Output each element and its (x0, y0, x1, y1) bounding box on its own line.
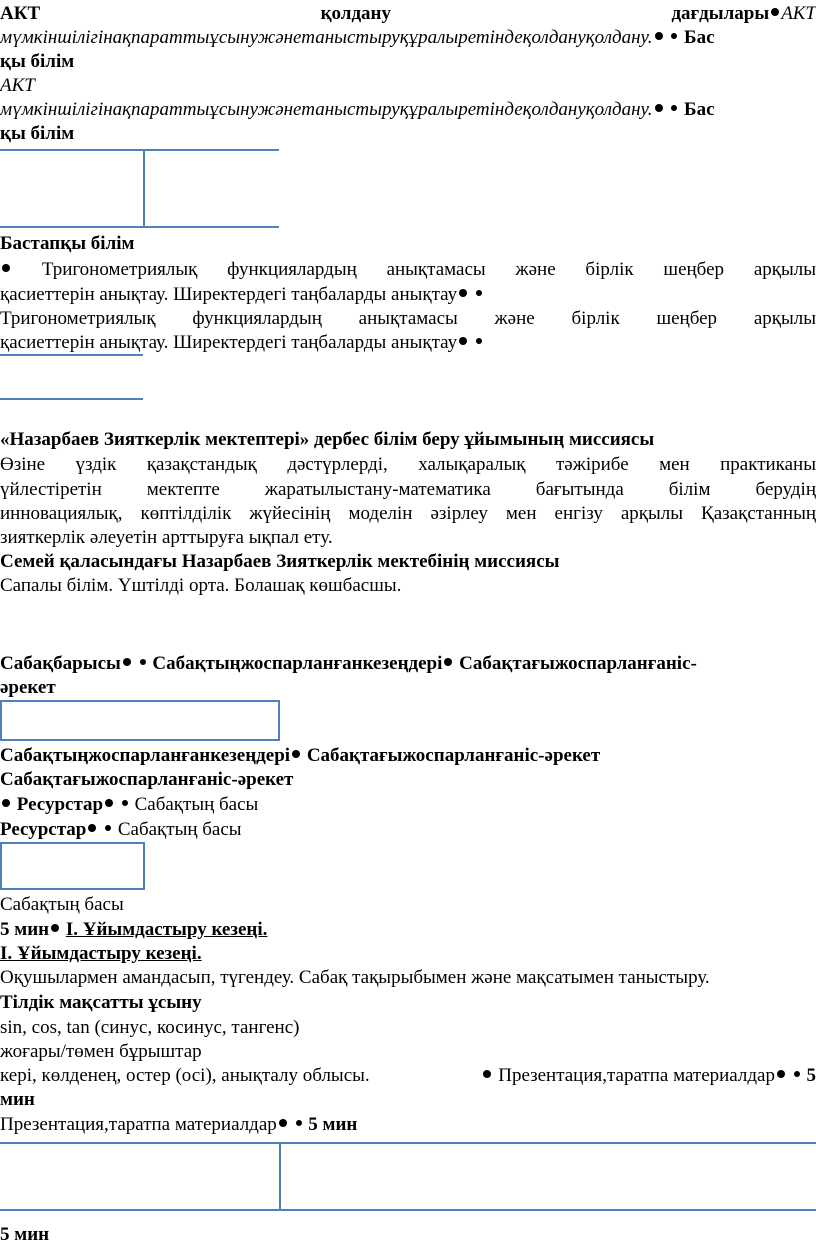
greeting-text: Оқушылармен амандасып, түгендеу. Сабақ тақырыбымен және мақсатымен таныстыру. (0, 967, 710, 988)
table-border (0, 354, 143, 356)
trig-text-1: Тригонометриялық функциялардың анықтамасы және бірлік шеңбер арқылы (41, 259, 816, 280)
lesson-heading-2 (0, 744, 816, 768)
minutes-2: 5 (806, 1065, 816, 1086)
akt-italic-2: АКТ (0, 75, 35, 96)
lesson-h2a: Сабақтыңжоспарланғанкезеңдері (0, 745, 291, 766)
bastapqy-heading: Бастапқы білім (0, 233, 135, 254)
table-border (0, 398, 143, 400)
stage-line-1 (0, 918, 816, 942)
vocab-line-1: sin, cos, tan (синус, косинус, тангенс) (0, 1017, 300, 1038)
lesson-heading-1 (0, 652, 816, 676)
mission-p1: Өзіне үздік қазақстандық дәстүрлерді, халықаралық тәжірибе мен практиканы (0, 454, 816, 475)
bullet-icon (122, 800, 128, 806)
table-border (0, 1209, 816, 1211)
lesson-start-1: Сабақтың басы (134, 794, 259, 815)
stage-title-1: I. Ұйымдастыру кезеңі. (65, 919, 268, 940)
italic-line-2 (0, 98, 816, 122)
resources-label-1: Ресурстар (16, 794, 104, 815)
bullet-icon (794, 1071, 800, 1077)
bullet-icon (771, 8, 779, 16)
bullet-icon (105, 799, 113, 807)
vocab-line-3 (0, 1064, 816, 1088)
bullet-icon (655, 104, 663, 112)
trig-line-2 (0, 283, 816, 307)
semey-heading: Семей қаласындағы Назарбаев Зияткерлік мектебінің миссиясы (0, 551, 560, 572)
mission-p3: инновациялық, көптілділік жүйесінің моделін әзірлеу мен енгізу арқылы Қазақстанның (0, 503, 816, 524)
title-akt: АКТ (0, 3, 41, 24)
bullet-icon (483, 1070, 491, 1078)
bullet-icon (51, 924, 59, 932)
title-line (0, 2, 816, 26)
mission-heading: «Назарбаев Зияткерлік мектептері» дербес білім беру ұйымының миссиясы (0, 429, 655, 450)
lesson-start-2: Сабақтың басы (117, 819, 242, 840)
bullet-icon (140, 659, 146, 665)
lesson-h2b: Сабақтағыжоспарланғаніс-әрекет (306, 745, 601, 766)
lesson-start-3: Сабақтың басы (0, 894, 124, 915)
resources-line-1 (0, 793, 816, 817)
trig-line-4 (0, 331, 816, 355)
semey-text: Сапалы білім. Үштілді орта. Болашақ көшбасшы. (0, 575, 402, 596)
bullet-icon (105, 825, 111, 831)
bullet-icon (777, 1070, 785, 1078)
table-border (0, 1142, 816, 1144)
mission-p4: зияткерлік әлеуетін арттыруға ықпал ету. (0, 527, 333, 548)
bullet-icon (476, 290, 482, 296)
resources-line-2 (0, 818, 816, 842)
qy-bilim-1: қы білім (0, 51, 75, 72)
bullet-icon (459, 337, 467, 345)
title-akt-italic: АКТ (781, 3, 816, 24)
table-border (0, 149, 279, 151)
mission-p2: үйлестіретін мектепте жаратылыстану-математика бағытында білім берудің (0, 479, 816, 500)
lang-goal-heading: Тілдік мақсатты ұсыну (0, 992, 202, 1013)
bullet-icon (2, 264, 10, 272)
lesson-h1a: Сабақбарысы (0, 653, 121, 674)
minutes-2b: мин (0, 1089, 35, 1110)
bullet-icon (459, 289, 467, 297)
bullet-icon (476, 338, 482, 344)
qy-bilim-2: қы білім (0, 123, 75, 144)
minutes-1: 5 мин (0, 919, 50, 940)
title-dagdylary: дағдылары (671, 3, 770, 24)
bast-text-1: Бас (684, 27, 715, 48)
bullet-icon (88, 824, 96, 832)
table-cell-box (0, 700, 280, 741)
bullet-icon (655, 32, 663, 40)
lesson-h3: Сабақтағыжоспарланғаніс-әрекет (0, 769, 294, 790)
bullet-icon (123, 658, 131, 666)
pres-group-1 (481, 1064, 816, 1088)
lesson-h1d: әрекет (0, 677, 56, 698)
bullet-icon (292, 750, 300, 758)
italic-text-2: мүмкіншілігінақпараттыұсынужәнетаныстыруқұралыретіндеқолдануқолдану. (0, 99, 653, 120)
minutes-4: 5 мин (0, 1224, 50, 1245)
presentation-line-2 (0, 1113, 816, 1137)
bullet-icon (2, 799, 10, 807)
stage-title-2: I. Ұйымдастыру кезеңі. (0, 943, 202, 964)
resources-label-2: Ресурстар (0, 819, 87, 840)
italic-text-1: мүмкіншілігінақпараттыұсынужәнетаныстыруқұралыретіндеқолдануқолдану. (0, 27, 653, 48)
table-border (0, 226, 279, 228)
italic-line-1 (0, 26, 816, 50)
table-cell-box (0, 842, 145, 890)
trig-line-1 (0, 258, 816, 282)
trig-text-2: қасиеттерін анықтау. Ширектердегі таңбаларды анықтау (0, 284, 458, 305)
bullet-icon (671, 105, 677, 111)
presentation-text-1: Презентация,таратпа материалдар (498, 1065, 775, 1086)
bast-text-2: Бас (684, 99, 715, 120)
trig-text-4: қасиеттерін анықтау. Ширектердегі таңбаларды анықтау (0, 332, 458, 353)
title-qoldanu: қолдану (320, 3, 392, 24)
vocab-line-2: жоғары/төмен бұрыштар (0, 1041, 202, 1062)
title-right (671, 2, 816, 26)
minutes-3: 5 мин (308, 1114, 358, 1135)
bullet-icon (444, 658, 452, 666)
table-border (279, 1142, 281, 1210)
bullet-icon (296, 1120, 302, 1126)
lesson-h1b: Сабақтыңжоспарланғанкезеңдері (152, 653, 443, 674)
lesson-h1c: Сабақтағыжоспарланғаніс- (459, 653, 697, 674)
table-border (143, 149, 145, 227)
presentation-text-2: Презентация,таратпа материалдар (0, 1114, 277, 1135)
vocab-text-3: кері, көлденең, остер (осі), анықталу облысы. (0, 1065, 370, 1086)
trig-line-3: Тригонометриялық функциялардың анықтамасы және бірлік шеңбер арқылы (0, 308, 816, 329)
bullet-icon (671, 33, 677, 39)
bullet-icon (279, 1119, 287, 1127)
